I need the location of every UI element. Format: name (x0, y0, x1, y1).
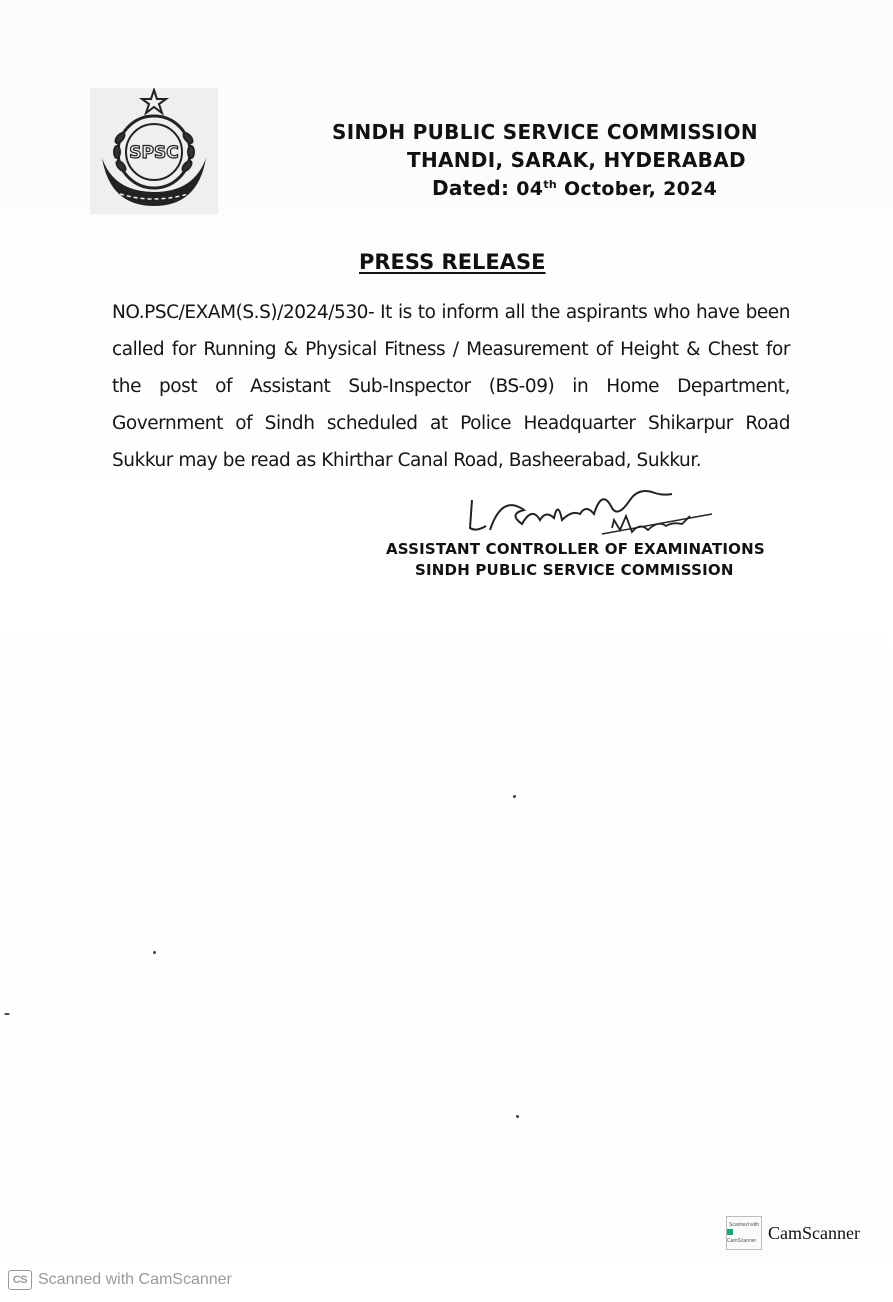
spsc-logo (90, 88, 218, 214)
scan-speck (516, 1115, 519, 1118)
badge-small-label: Scanned with (728, 1221, 760, 1228)
organization-name: SINDH PUBLIC SERVICE COMMISSION (332, 120, 758, 144)
camscanner-badge (726, 1217, 860, 1249)
scanner-footer (0, 1260, 893, 1302)
date-label: Dated: (432, 176, 510, 200)
footer-watermark (8, 1270, 232, 1290)
badge-small-brand: CamScanner (727, 1237, 757, 1244)
scan-speck (153, 951, 156, 954)
footer-text: Scanned with CamScanner (38, 1271, 232, 1288)
signatory-organization: SINDH PUBLIC SERVICE COMMISSION (415, 561, 734, 579)
badge-small-brand-row (727, 1229, 761, 1245)
camscanner-icon: CS (8, 1270, 32, 1290)
signatory-designation: ASSISTANT CONTROLLER OF EXAMINATIONS (386, 540, 765, 558)
press-release-body (112, 294, 790, 479)
badge-name: CamScanner (768, 1222, 860, 1243)
camscanner-badge-box (726, 1216, 762, 1250)
date-rest: October, 2024 (563, 178, 718, 200)
scan-speck (4, 1013, 10, 1015)
organization-address: THANDI, SARAK, HYDERABAD (407, 148, 746, 172)
date-suffix: th (543, 178, 558, 191)
page-title: PRESS RELEASE (359, 250, 546, 274)
scan-speck (513, 795, 516, 798)
svg-text:SPSC: SPSC (129, 143, 179, 163)
spsc-emblem-icon (90, 88, 218, 214)
body-text: It is to inform all the aspirants who have been called for Running & Physical Fitness / Measurement of Height & Chest for the post of Assistant Sub-Inspector (BS-09) in Home Department, Government of Sindh scheduled at Police Headquarter Shikarpur Road Sukkur may be read as Khirthar Canal Road, Basheerabad, Sukkur. (112, 302, 790, 471)
camscanner-mini-icon (727, 1229, 733, 1235)
date-day: 04 (516, 178, 544, 200)
document-date (432, 176, 717, 200)
reference-number: NO.PSC/EXAM(S.S)/2024/530- (112, 302, 375, 323)
